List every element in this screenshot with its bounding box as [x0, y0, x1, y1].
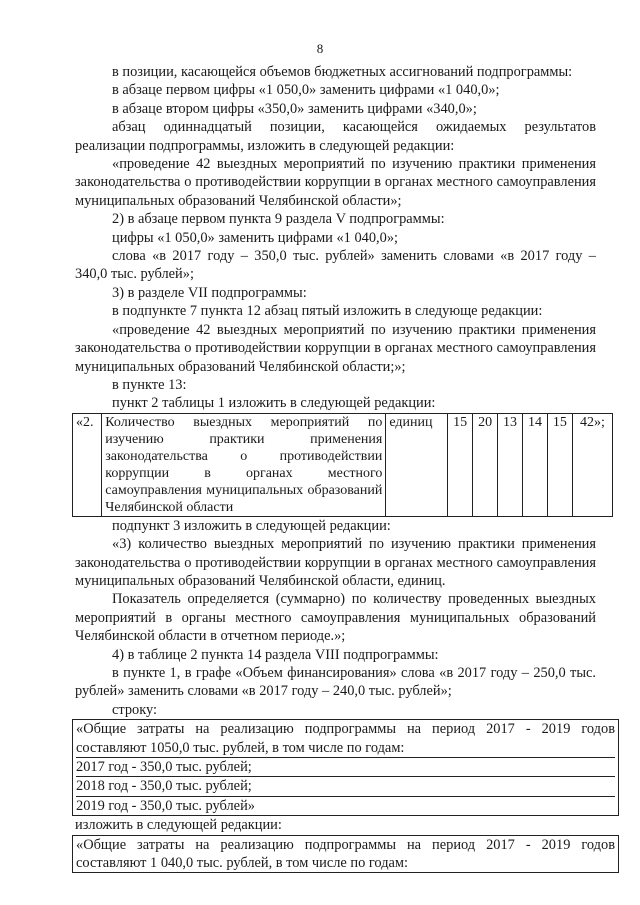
paragraph: «проведение 42 выездных мероприятий по изучению практики применения законодательства о противодействии коррупции в органах местного самоуправления муниципальных образований Челябинской области;»;	[75, 321, 596, 375]
paragraph: 2) в абзаце первом пункта 9 раздела V подпрограммы:	[112, 211, 445, 228]
table-cell-value: 13	[498, 413, 523, 516]
paragraph: строку:	[112, 701, 158, 718]
paragraph: 3) в разделе VII подпрограммы:	[112, 284, 307, 301]
paragraph: в пункте 1, в графе «Объем финансирования» слова «в 2017 году – 250,0 тыс. рублей» заменить словами «в 2017 году – 240,0 тыс. рублей»;	[75, 664, 596, 700]
table-cell-unit: единиц	[386, 413, 448, 516]
table-cell-value: 15	[448, 413, 473, 516]
box-text: «Общие затраты на реализацию подпрограммы на период 2017 - 2019 годов составляют 1 040,0 тыс. рублей, в том числе по годам:	[76, 836, 615, 872]
paragraph: в пункте 13:	[112, 376, 187, 393]
box-year-line: 2019 год - 350,0 тыс. рублей»	[76, 796, 615, 815]
table-cell-value: 20	[473, 413, 498, 516]
paragraph: изложить в следующей редакции:	[75, 817, 282, 834]
paragraph: в абзаце втором цифры «350,0» заменить цифрами «340,0»;	[112, 100, 477, 117]
table-cell-value: 15	[547, 413, 572, 516]
table-row	[73, 413, 613, 516]
paragraph: пункт 2 таблицы 1 изложить в следующей редакции:	[112, 395, 436, 412]
indicator-table	[72, 413, 613, 517]
paragraph: в подпункте 7 пункта 12 абзац пятый изложить в следующе редакции:	[112, 303, 543, 320]
paragraph: в абзаце первом цифры «1 050,0» заменить цифрами «1 040,0»;	[112, 82, 500, 99]
table-cell-name: Количество выездных мероприятий по изучению практики применения законодательства о противодействии коррупции в органах местного самоуправления муниципальных образований Челябинской области	[102, 413, 386, 516]
paragraph: подпункт 3 изложить в следующей редакции:	[112, 517, 391, 534]
paragraph: цифры «1 050,0» заменить цифрами «1 040,0»;	[112, 229, 399, 246]
document-body	[75, 63, 615, 873]
paragraph: «3) количество выездных мероприятий по изучению практики применения законодательства о противодействии коррупции в органах местного самоуправления муниципальных образований Челябинской области, единиц.	[75, 536, 596, 589]
paragraph: 4) в таблице 2 пункта 14 раздела VIII подпрограммы:	[112, 646, 439, 663]
box-year-line: 2018 год - 350,0 тыс. рублей;	[76, 776, 615, 795]
page-number: 8	[316, 41, 324, 56]
table-cell-value: 42»;	[572, 413, 612, 516]
paragraph: в позиции, касающейся объемов бюджетных ассигнований подпрограммы:	[112, 64, 573, 80]
paragraph: слова «в 2017 году – 350,0 тыс. рублей» заменить словами «в 2017 году – 340,0 тыс. рублей»;	[75, 248, 596, 283]
table-cell-value: 14	[522, 413, 547, 516]
new-text-box	[72, 835, 619, 874]
box-text: «Общие затраты на реализацию подпрограммы на период 2017 - 2019 годов составляют 1050,0 тыс. рублей, в том числе по годам:	[76, 721, 615, 756]
paragraph: Показатель определяется (суммарно) по количеству проведенных выездных мероприятий в органы местного самоуправления муниципальных образований Челябинской области в отчетном периоде.»;	[75, 591, 596, 645]
old-text-box	[72, 719, 619, 816]
paragraph: абзац одиннадцатый позиции, касающейся ожидаемых результатов реализации подпрограммы, изложить в следующей редакции:	[75, 119, 596, 154]
box-year-line: 2017 год - 350,0 тыс. рублей;	[76, 757, 615, 776]
table-cell-number: «2.	[73, 413, 102, 516]
paragraph: «проведение 42 выездных мероприятий по изучению практики применения законодательства о противодействии коррупции в органах местного самоуправления муниципальных образований Челябинской области»;	[75, 156, 596, 209]
